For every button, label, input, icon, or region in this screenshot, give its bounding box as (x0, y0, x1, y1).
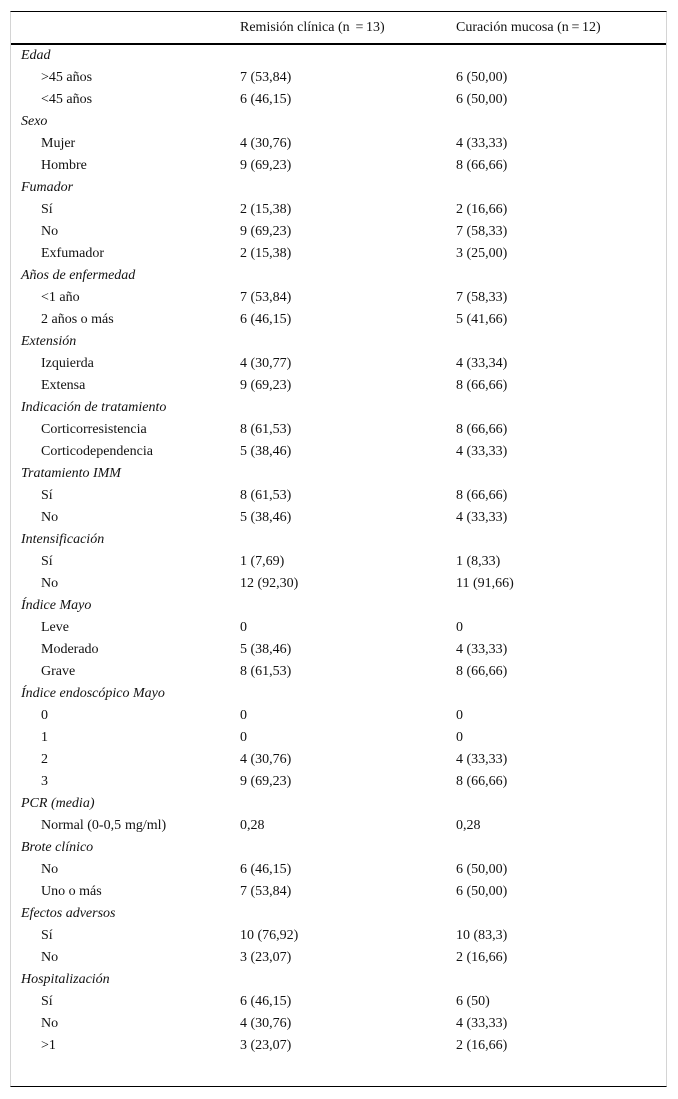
group-row (11, 463, 666, 485)
row-label: No (41, 1016, 59, 1031)
row-label: Sí (41, 554, 53, 569)
cell-curacion: 8 (66,66) (456, 422, 508, 437)
cell-curacion: 4 (33,33) (456, 136, 508, 151)
cell-remision: 7 (53,84) (240, 70, 292, 85)
cell-curacion: 8 (66,66) (456, 378, 508, 393)
table-row (11, 749, 666, 771)
row-label: No (41, 950, 59, 965)
cell-remision: 0 (240, 620, 247, 635)
cell-curacion: 6 (50,00) (456, 862, 508, 877)
cell-remision: 4 (30,76) (240, 1016, 292, 1031)
cell-curacion: 6 (50,00) (456, 884, 508, 899)
table-row (11, 485, 666, 507)
group-label: Tratamiento IMM (21, 466, 121, 481)
group-row (11, 683, 666, 705)
cell-remision: 9 (69,23) (240, 224, 292, 239)
cell-remision: 5 (38,46) (240, 510, 292, 525)
cell-curacion: 6 (50,00) (456, 70, 508, 85)
cell-remision: 9 (69,23) (240, 774, 292, 789)
row-label: 2 años o más (41, 312, 114, 327)
table-row (11, 551, 666, 573)
table-row (11, 771, 666, 793)
row-label: Corticorresistencia (41, 422, 147, 437)
table-row (11, 133, 666, 155)
cell-remision: 3 (23,07) (240, 950, 292, 965)
table-row (11, 441, 666, 463)
row-label: Izquierda (41, 356, 94, 371)
cell-remision: 9 (69,23) (240, 378, 292, 393)
cell-remision: 6 (46,15) (240, 862, 292, 877)
table-row (11, 507, 666, 529)
group-label: Índice Mayo (21, 598, 92, 613)
group-label: Efectos adversos (21, 906, 116, 921)
row-label: Sí (41, 928, 53, 943)
row-label: 1 (41, 730, 48, 745)
table-row (11, 705, 666, 727)
row-label: Corticodependencia (41, 444, 153, 459)
cell-remision: 8 (61,53) (240, 664, 292, 679)
row-label: Sí (41, 994, 53, 1009)
table-row (11, 1035, 666, 1057)
table-row (11, 815, 666, 837)
group-row (11, 177, 666, 199)
cell-remision: 4 (30,77) (240, 356, 292, 371)
cell-remision: 7 (53,84) (240, 884, 292, 899)
cell-curacion: 8 (66,66) (456, 158, 508, 173)
cell-remision: 10 (76,92) (240, 928, 299, 943)
group-row (11, 793, 666, 815)
table-row (11, 661, 666, 683)
row-label: No (41, 862, 59, 877)
cell-curacion: 6 (50,00) (456, 92, 508, 107)
row-label: >1 (41, 1038, 56, 1053)
cell-remision: 3 (23,07) (240, 1038, 292, 1053)
cell-curacion: 8 (66,66) (456, 488, 508, 503)
table-row (11, 573, 666, 595)
group-label: Años de enfermedad (21, 268, 136, 283)
cell-curacion: 4 (33,33) (456, 642, 508, 657)
group-label: Brote clínico (21, 840, 94, 855)
cell-remision: 8 (61,53) (240, 488, 292, 503)
table-row (11, 617, 666, 639)
table-row (11, 221, 666, 243)
cell-curacion: 8 (66,66) (456, 774, 508, 789)
cell-remision: 6 (46,15) (240, 312, 292, 327)
row-label: Hombre (41, 158, 87, 173)
group-label: Indicación de tratamiento (21, 400, 167, 415)
group-row (11, 837, 666, 859)
cell-curacion: 0 (456, 730, 463, 745)
cell-curacion: 4 (33,33) (456, 444, 508, 459)
row-label: No (41, 510, 59, 525)
table-row (11, 881, 666, 903)
table-row (11, 67, 666, 89)
cell-remision: 0 (240, 708, 247, 723)
row-label: 0 (41, 708, 48, 723)
cell-curacion: 4 (33,33) (456, 752, 508, 767)
table-row (11, 419, 666, 441)
table-row (11, 375, 666, 397)
cell-remision: 2 (15,38) (240, 202, 292, 217)
cell-curacion: 3 (25,00) (456, 246, 508, 261)
cell-curacion: 0 (456, 708, 463, 723)
cell-remision: 9 (69,23) (240, 158, 292, 173)
cell-curacion: 0 (456, 620, 463, 635)
group-label: Sexo (21, 114, 48, 129)
cell-curacion: 4 (33,34) (456, 356, 508, 371)
group-row (11, 265, 666, 287)
cell-remision: 1 (7,69) (240, 554, 285, 569)
group-label: Hospitalización (21, 972, 110, 987)
row-label: Mujer (41, 136, 76, 151)
cell-remision: 5 (38,46) (240, 444, 292, 459)
row-label: <1 año (41, 290, 80, 305)
group-label: Intensificación (21, 532, 105, 547)
table-row (11, 243, 666, 265)
row-label: Normal (0-0,5 mg/ml) (41, 818, 167, 833)
table-row (11, 287, 666, 309)
cell-curacion: 4 (33,33) (456, 510, 508, 525)
row-label: No (41, 576, 59, 591)
group-row (11, 397, 666, 419)
row-label: Uno o más (41, 884, 102, 899)
group-label: Edad (21, 48, 51, 63)
cell-curacion: 6 (50) (456, 994, 490, 1009)
row-label: Leve (41, 620, 69, 635)
cell-remision: 6 (46,15) (240, 994, 292, 1009)
table-row (11, 353, 666, 375)
cell-remision: 4 (30,76) (240, 136, 292, 151)
cell-remision: 5 (38,46) (240, 642, 292, 657)
cell-curacion: 4 (33,33) (456, 1016, 508, 1031)
group-row (11, 595, 666, 617)
group-row (11, 45, 666, 67)
group-label: Fumador (21, 180, 74, 195)
table-row (11, 991, 666, 1013)
table-row (11, 89, 666, 111)
table-row (11, 199, 666, 221)
cell-remision: 6 (46,15) (240, 92, 292, 107)
table-row (11, 639, 666, 661)
row-label: Sí (41, 488, 53, 503)
row-label: Grave (41, 664, 76, 679)
table-row (11, 925, 666, 947)
cell-curacion: 2 (16,66) (456, 1038, 508, 1053)
row-label: <45 años (41, 92, 93, 107)
table-header (11, 12, 666, 45)
cell-curacion: 5 (41,66) (456, 312, 508, 327)
table-row (11, 155, 666, 177)
row-label: Extensa (41, 378, 86, 393)
cell-remision: 2 (15,38) (240, 246, 292, 261)
table-row (11, 1013, 666, 1035)
cell-remision: 4 (30,76) (240, 752, 292, 767)
cell-remision: 7 (53,84) (240, 290, 292, 305)
group-label: Índice endoscópico Mayo (21, 686, 165, 701)
group-row (11, 111, 666, 133)
cell-curacion: 10 (83,3) (456, 928, 508, 943)
group-label: Extensión (21, 334, 77, 349)
header-col-remision: Remisión clínica (n = 13) (240, 20, 385, 35)
row-label: No (41, 224, 59, 239)
group-label: PCR (media) (21, 796, 95, 811)
table-row (11, 947, 666, 969)
cell-curacion: 7 (58,33) (456, 224, 508, 239)
row-label: Exfumador (41, 246, 104, 261)
cell-remision: 0,28 (240, 818, 265, 833)
row-label: Moderado (41, 642, 99, 657)
table-row (11, 727, 666, 749)
header-col-curacion: Curación mucosa (n = 12) (456, 20, 601, 35)
row-label: Sí (41, 202, 53, 217)
cell-curacion: 0,28 (456, 818, 481, 833)
group-row (11, 969, 666, 991)
table-row (11, 859, 666, 881)
cell-curacion: 7 (58,33) (456, 290, 508, 305)
cell-curacion: 2 (16,66) (456, 202, 508, 217)
cell-curacion: 2 (16,66) (456, 950, 508, 965)
cell-curacion: 1 (8,33) (456, 554, 501, 569)
group-row (11, 903, 666, 925)
row-label: >45 años (41, 70, 93, 85)
group-row (11, 331, 666, 353)
data-table (10, 11, 667, 1087)
cell-remision: 12 (92,30) (240, 576, 299, 591)
cell-curacion: 8 (66,66) (456, 664, 508, 679)
cell-curacion: 11 (91,66) (456, 576, 514, 591)
row-label: 2 (41, 752, 48, 767)
cell-remision: 0 (240, 730, 247, 745)
row-label: 3 (41, 774, 48, 789)
group-row (11, 529, 666, 551)
table-row (11, 309, 666, 331)
cell-remision: 8 (61,53) (240, 422, 292, 437)
